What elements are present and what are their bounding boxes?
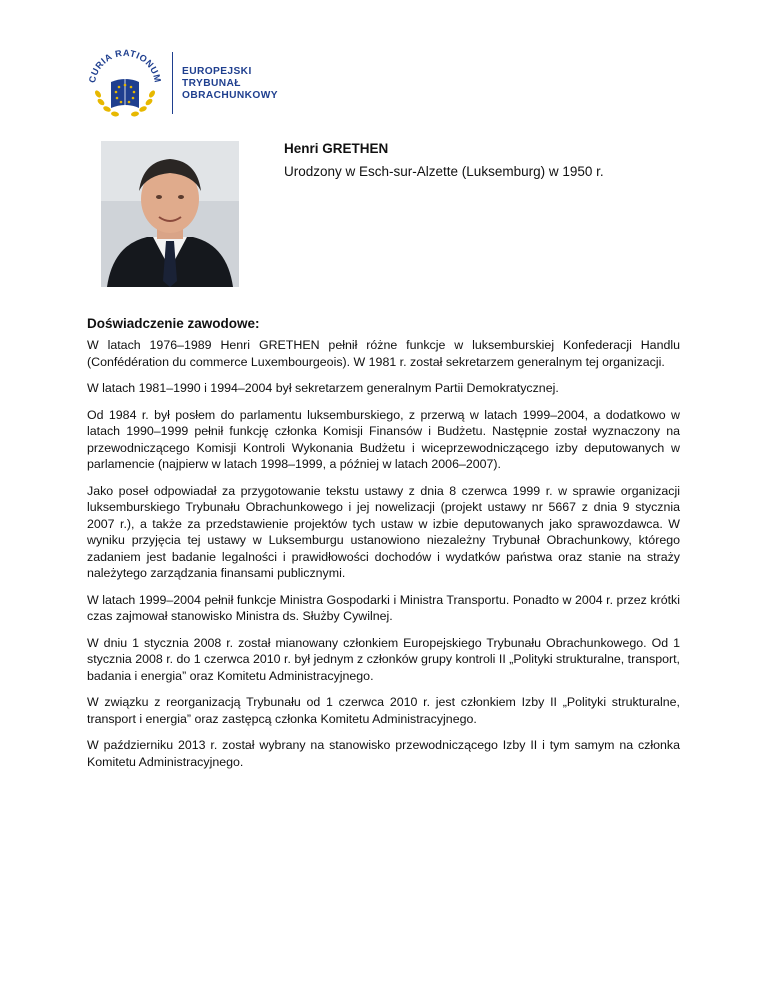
- org-name-line-3: OBRACHUNKOWY: [182, 90, 278, 101]
- court-logo: [86, 48, 286, 118]
- organization-name: [182, 66, 278, 102]
- career-paragraph: W latach 1976–1989 Henri GRETHEN pełnił różne funkcje w luksemburskiej Konfederacji Handlu (Confédération du commerce Luxembourgeois). W 1981 r. został sekretarzem generalnym tej organizacji.: [87, 338, 680, 369]
- person-name: Henri GRETHEN: [284, 141, 389, 156]
- career-paragraph: Od 1984 r. był posłem do parlamentu luksemburskiego, z przerwą w latach 1999–2004, a dodatkowo w latach 1990–1999 pełnił funkcję członka Komisji Finansów i Budżetu. Następnie został wyznaczony na przewodniczącego Komisji Kontroli Wykonania Budżetu i wiceprzewodniczącego izby deputowanych w parlamencie (najpierw w latach 1998–1999, a później w latach 2006–2007).: [87, 407, 680, 471]
- career-paragraph: Jako poseł odpowiadał za przygotowanie tekstu ustawy z dnia 8 czerwca 1999 r. w sprawie organizacji luksemburskiego Trybunału Obrachunkowego i jej nowelizacji (projekt ustawy nr 5667 z dnia 9 stycznia 2007 r.), a także za przedstawienie projektów tych ustaw w izbie deputowanych jako sprawozdawca. W wyniku przyjęcia tej ustawy w Luksemburgu ustanowiono niezależny Trybunał Obrachunkowy, którego zadaniem jest badanie legalności i prawidłowości dochodów i wydatków państwa oraz stanie na straży należytego zarządzania finansami publicznymi.: [87, 483, 680, 580]
- logo-divider: [172, 52, 173, 114]
- birth-info: Urodzony w Esch-sur-Alzette (Luksemburg) w 1950 r.: [284, 164, 604, 179]
- svg-text:CURIA RATIONUM: CURIA RATIONUM: [87, 48, 163, 84]
- org-name-line-1: EUROPEJSKI: [182, 66, 252, 77]
- career-paragraph: W październiku 2013 r. został wybrany na stanowisko przewodniczącego Izby II i tym samym na członka Komitetu Administracyjnego.: [87, 738, 680, 769]
- career-paragraph: W latach 1981–1990 i 1994–2004 był sekretarzem generalnym Partii Demokratycznej.: [87, 381, 559, 395]
- career-paragraph: W dniu 1 stycznia 2008 r. został mianowany członkiem Europejskiego Trybunału Obrachunkowego. Od 1 stycznia 2008 r. do 1 czerwca 2010 r. był jednym z członków grupy kontroli II „Polityki strukturalne, transport, badania i energia” oraz Komitetu Administracyjnego.: [87, 635, 680, 683]
- portrait-photo: [101, 141, 239, 287]
- org-name-line-2: TRYBUNAŁ: [182, 78, 241, 89]
- curia-rationum-seal: [86, 48, 164, 120]
- section-title: Doświadczenie zawodowe:: [87, 316, 260, 331]
- career-paragraph: W związku z reorganizacją Trybunału od 1 czerwca 2010 r. jest członkiem Izby II „Polityki strukturalne, transport i energia” oraz zastępcą członka Komitetu Administracyjnego.: [87, 695, 680, 726]
- career-paragraph: W latach 1999–2004 pełnił funkcje Ministra Gospodarki i Ministra Transportu. Ponadto w 2004 r. przez krótki czas zajmował stanowisko Ministra ds. Służby Cywilnej.: [87, 592, 680, 623]
- career-text: [87, 337, 680, 780]
